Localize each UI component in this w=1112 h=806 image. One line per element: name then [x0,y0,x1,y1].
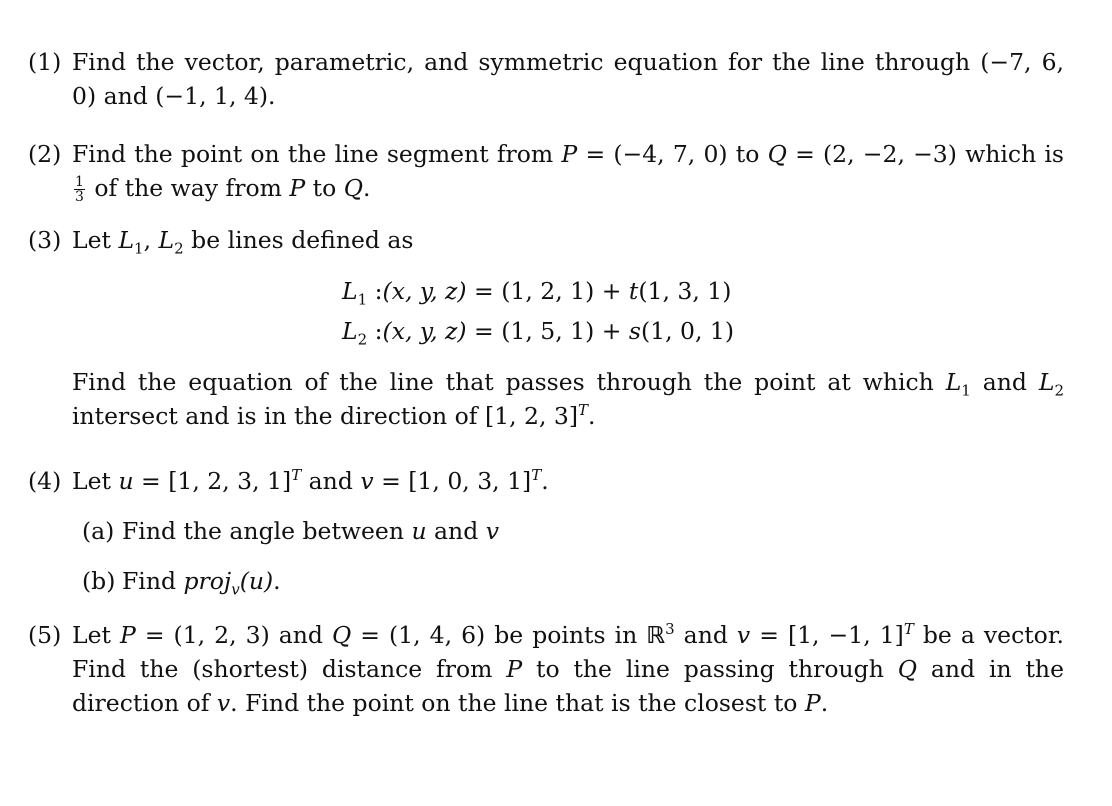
fraction: $\frac{1}{3}$ [75,174,84,205]
problem-text: Let P = (1, 2, 3) and Q = (1, 4, 6) be points in ℝ$^3$ and v = [1, −1, 1]$^T$ be a vector. Find the (shortest) distance from P to the line passing through Q and in the direction of v. Find the point on the line that is the closest to P. [72,620,1064,717]
part-a: (a) Find the angle between u and v [82,517,499,545]
problem-number: (4) [28,467,62,495]
problem-text: Let $L_1$, $L_2$ be lines defined as $L_1$ :(x, y, z) = (1, 2, 1) + t(1, 3, 1) $L_2$ :(x, y, z) = (1, 5, 1) + s(1, 0, 1) Find the equation of the line that passes through the point at which $L_1$ and $L_2$ intersect and is in the direction of [1, 2, 3]$^T$. [72,226,1064,430]
part-b: (b) Find proj$_v$(u). [82,567,281,599]
problem-text: Find the point on the line segment from P = (−4, 7, 0) to Q = (2, −2, −3) which is $\frac{1}{3}$ of the way from P to Q. [72,140,1064,205]
problem-number: (2) [28,140,62,168]
problem-number: (3) [28,226,62,254]
equation-l2: $L_2$ :(x, y, z) = (1, 5, 1) + s(1, 0, 1) [342,317,735,349]
equation-l1: $L_1$ :(x, y, z) = (1, 2, 1) + t(1, 3, 1) [342,277,732,309]
problem-1 [28,45,1064,113]
problem-number: (1) [28,48,62,76]
problem-3 [28,223,1064,433]
problem-2 [28,137,1064,205]
problem-text: Let u = [1, 2, 3, 1]$^T$ and v = [1, 0, 3, 1]$^T$. (a) Find the angle between u and v (b) Find proj$_v$(u). [72,464,1064,606]
problem-4 [28,464,1064,606]
problem-number: (5) [28,621,62,649]
problem-text: Find the vector, parametric, and symmetric equation for the line through (−7, 6, 0) and (−1, 1, 4). [72,48,1065,110]
line-equations [72,271,1064,351]
problem-5 [28,618,1064,720]
